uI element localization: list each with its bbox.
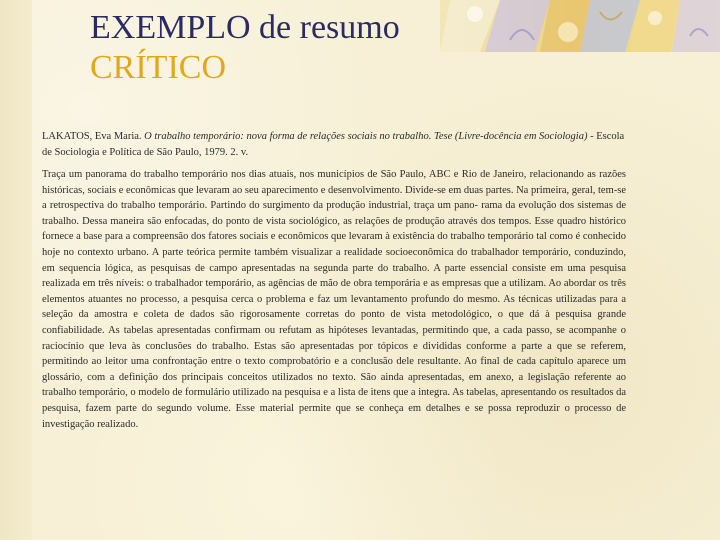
- citation-work-title: O trabalho temporário: nova forma de relações sociais no trabalho. Tese (Livre-docência em Sociologia): [144, 131, 588, 142]
- left-decorative-band: [0, 0, 32, 540]
- citation-publication: - Escola de Sociologia e Política de São Paulo, 1979. 2. v.: [42, 131, 625, 158]
- slide-title: [90, 8, 400, 88]
- citation-authors: LAKATOS, Eva Maria.: [42, 131, 142, 142]
- bibliographic-citation: [42, 129, 626, 161]
- summary-paragraph: Traça um panorama do trabalho temporário nos dias atuais, nos municípios de São Paulo, ABC e Rio de Janeiro, relacionando as razões históricas, sociais e econômicas que levaram ao seu aparecimento e desenvolvimento. Divide-se em duas partes. Na primeira, geral, tem-se a retrospectiva do trabalho temporário. Partindo do surgimento da produção industrial, traça um pano- rama da evolução dos sistemas de trabalho. Dessa maneira são enfocadas, do ponto de vista sociológico, as relações de produção através dos tempos. Esse quadro histórico fornece a base para a compreensão dos fatores sociais e econômicos que levaram à existência do trabalho temporário tal como é conhecido hoje no contexto urbano. A parte teórica permite também visualizar a realidade socioeconômica do trabalhador temporário, conduzindo, em sequencia lógica, as pesquisas de campo apresentadas na segunda parte do trabalho. A parte essencial consiste em uma pesquisa realizada em três níveis: o trabalhador temporário, as agências de mão de obra temporária e as empresas que a utilizam. Ao abordar os três elementos atuantes no processo, a pesquisa cerca o problema e faz um levantamento profundo do mesmo. As técnicas utilizadas para a seleção da amostra e coleta de dados são rigorosamente corretas do ponto de vista metodológico, o que dá à pesquisa grande confiabilidade. As tabelas apresentadas confirmam ou refutam as hipóteses levantadas, permitindo que, a cada passo, se acompanhe o raciocínio que leva às conclusões do trabalho. Estas são apresentadas por tópicos e divididas conforme a parte a que se referem, permitindo ao leitor uma confrontação entre o texto comprobatório e a conclusão dele resultante. Ao final de cada capítulo aparece um glossário, com a definição dos principais conceitos utilizados no texto. São ainda apresentadas, em anexo, a legislação referente ao trabalho temporário, o modelo de formulário utilizado na pesquisa e a lista de itens que a integra. As tabelas, apresentando os resultados da pesquisa, fazem parte do segundo volume. Esse material permite que se conheça em detalhes e se possa reproduzir o processo de investigação realizado.: [42, 169, 626, 430]
- title-line-2: CRÍTICO: [90, 49, 226, 86]
- slide-content: [42, 129, 626, 432]
- title-line-1: EXEMPLO de resumo: [90, 9, 400, 46]
- decorative-banner: [440, 0, 720, 52]
